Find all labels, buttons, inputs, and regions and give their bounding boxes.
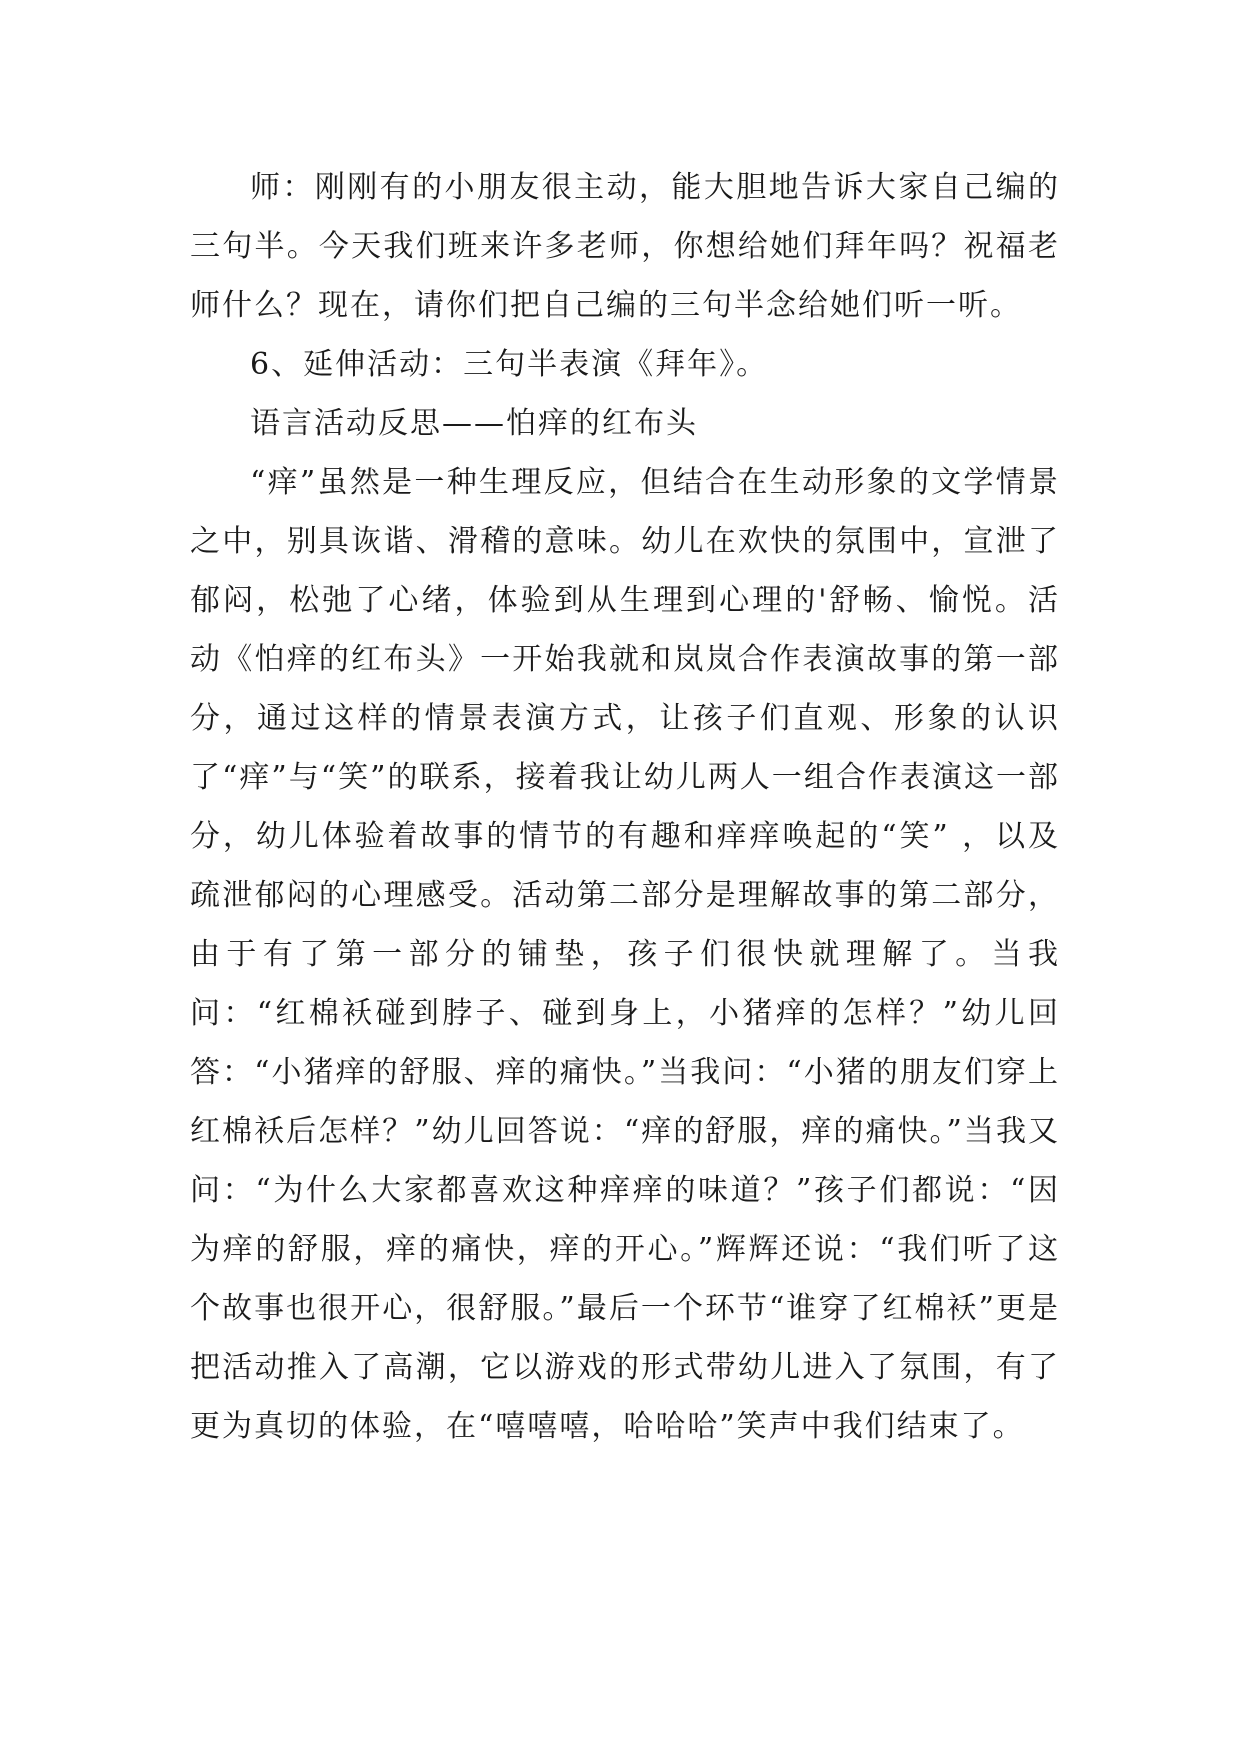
paragraph-teacher-speech: 师：刚刚有的小朋友很主动，能大胆地告诉大家自己编的三句半。今天我们班来许多老师，你想给她们拜年吗？祝福老师什么？现在，请你们把自己编的三句半念给她们听一听。 (190, 170, 1060, 323)
document-body (190, 158, 1060, 1456)
paragraph-reflection: “痒”虽然是一种生理反应，但结合在生动形象的文学情景之中，别具诙谐、滑稽的意味。幼儿在欢快的氛围中，宣泄了郁闷，松弛了心绪，体验到从生理到心理的'舒畅、愉悦。活动《怕痒的红布头》一开始我就和岚岚合作表演故事的第一部分，通过这样的情景表演方式，让孩子们直观、形象的认识了“痒”与“笑”的联系，接着我让幼儿两人一组合作表演这一部分，幼儿体验着故事的情节的有趣和痒痒唤起的“笑” ，以及疏泄郁闷的心理感受。活动第二部分是理解故事的第二部分，由于有了第一部分的铺垫，孩子们很快就理解了。当我问：“红棉袄碰到脖子、碰到身上，小猪痒的怎样？”幼儿回答：“小猪痒的舒服、痒的痛快。”当我问：“小猪的朋友们穿上红棉袄后怎样？”幼儿回答说：“痒的舒服，痒的痛快。”当我又问：“为什么大家都喜欢这种痒痒的味道？”孩子们都说：“因为痒的舒服，痒的痛快，痒的开心。”辉辉还说：“我们听了这个故事也很开心，很舒服。”最后一个环节“谁穿了红棉袄”更是把活动推入了高潮，它以游戏的形式带幼儿进入了氛围，有了更为真切的体验，在“嘻嘻嘻，哈哈哈”笑声中我们结束了。 (190, 465, 1060, 1444)
section-heading: 语言活动反思——怕痒的红布头 (250, 406, 698, 441)
paragraph-extension-activity: 6、延伸活动：三句半表演《拜年》。 (250, 347, 769, 382)
